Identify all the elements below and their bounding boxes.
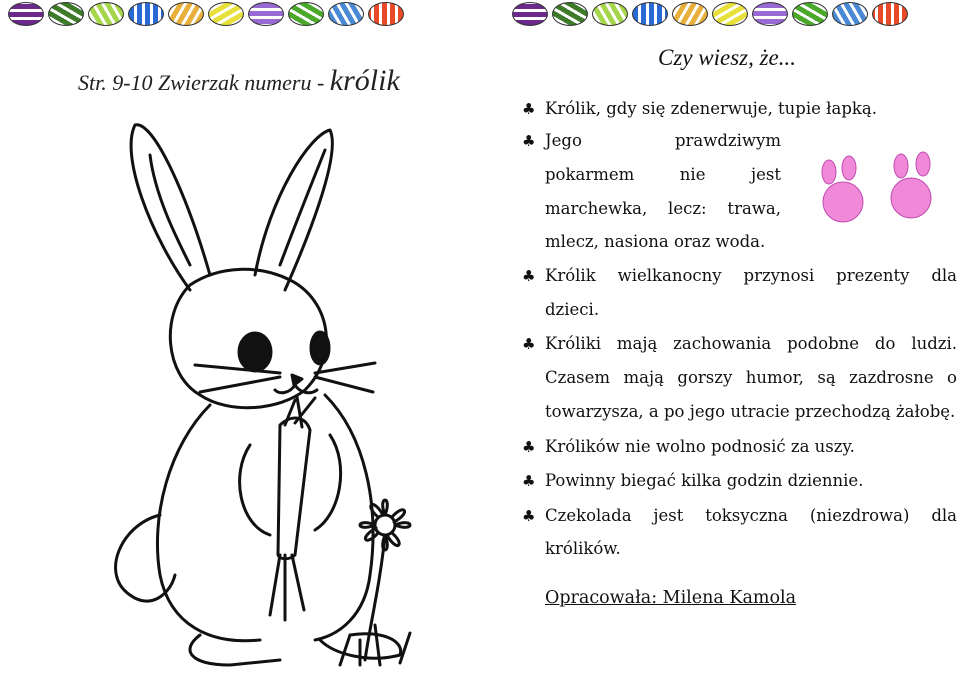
easter-egg-icon [592, 2, 628, 26]
fact-line: Królik, gdy się zdenerwuje, tupie łapką. [545, 99, 877, 118]
easter-egg-icon [8, 2, 44, 26]
easter-egg-icon [792, 2, 828, 26]
club-bullet-icon: ♣ [522, 507, 536, 525]
fact-line: królików. [545, 539, 621, 558]
egg-strip-right [512, 2, 908, 26]
club-bullet-icon: ♣ [522, 267, 536, 285]
facts-heading: Czy wiesz, że... [658, 45, 796, 70]
author-credit: Opracowała: Milena Kamola [545, 588, 797, 608]
fact-line: Królików nie wolno podnosić za uszy. [545, 437, 855, 456]
easter-egg-icon [288, 2, 324, 26]
easter-egg-icon [752, 2, 788, 26]
easter-egg-icon [208, 2, 244, 26]
rabbit-illustration [80, 115, 480, 675]
club-bullet-icon: ♣ [522, 132, 536, 150]
fact-line: mlecz, nasiona oraz woda. [545, 232, 766, 251]
easter-egg-icon [832, 2, 868, 26]
club-bullet-icon: ♣ [522, 438, 536, 456]
easter-egg-icon [48, 2, 84, 26]
easter-egg-icon [248, 2, 284, 26]
fact-line: Czekolada jest toksyczna (niezdrowa) dla [545, 506, 957, 525]
pink-paws-icon [815, 150, 945, 225]
fact-line: Królik wielkanocny przynosi prezenty dla [545, 266, 957, 285]
easter-egg-icon [168, 2, 204, 26]
easter-egg-icon [672, 2, 708, 26]
easter-egg-icon [872, 2, 908, 26]
easter-egg-icon [512, 2, 548, 26]
fact-line: Króliki mają zachowania podobne do ludzi. [545, 334, 957, 353]
club-bullet-icon: ♣ [522, 472, 536, 490]
egg-strip-left [8, 2, 404, 26]
fact-line: Jego prawdziwym [545, 131, 781, 150]
fact-line: Powinny biegać kilka godzin dziennie. [545, 471, 864, 490]
fact-line: pokarmem nie jest [545, 165, 781, 184]
easter-egg-icon [128, 2, 164, 26]
easter-egg-icon [368, 2, 404, 26]
fact-line: towarzysza, a po jego utracie przechodzą żałobę. [545, 402, 956, 421]
easter-egg-icon [552, 2, 588, 26]
fact-line: dzieci. [545, 300, 600, 319]
fact-line: marchewka, lecz: trawa, [545, 199, 781, 218]
page-title: Str. 9-10 Zwierzak numeru - królik [78, 64, 400, 97]
easter-egg-icon [632, 2, 668, 26]
easter-egg-icon [88, 2, 124, 26]
club-bullet-icon: ♣ [522, 335, 536, 353]
club-bullet-icon: ♣ [522, 100, 536, 118]
fact-line: Czasem mają gorszy humor, są zazdrosne o [545, 368, 957, 387]
easter-egg-icon [712, 2, 748, 26]
easter-egg-icon [328, 2, 364, 26]
